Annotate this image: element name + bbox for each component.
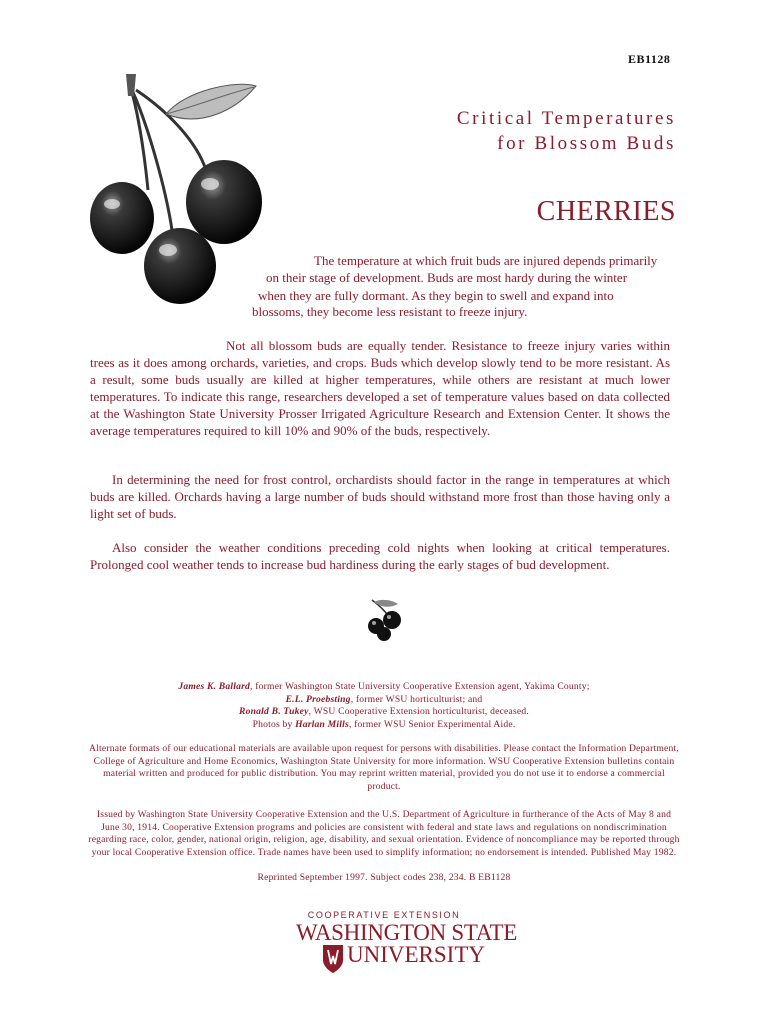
author-3-role: , WSU Cooperative Extension horticulturist, deceased. [308,706,529,718]
logo-line-2: UNIVERSITY [347,942,485,967]
credit-author-2 [88,694,680,707]
cherry-cluster-illustration [86,70,266,310]
photos-prefix: Photos by [252,718,296,730]
intro-line-4: blossoms, they become less resistant to freeze injury. [252,304,528,319]
author-1-name: James K. Ballard [178,681,251,692]
credits-block [88,681,680,731]
author-3-name: Ronald B. Tukey [239,706,309,718]
paragraph-1-text: Not all blossom buds are equally tender. Resistance to freeze injury varies within trees as it does among orchards, varieties, and crops. Buds which develop slowly tend to be more resistant. As a result, some buds usually are killed at higher temperatures, while others are resistant at much lower temperatures. To indicate this range, researchers developed a set of temperature values based on data collected at the Washington State University Prosser Irrigated Agriculture Research and Extension Center. It shows the average temperatures required to kill 10% and 90% of the buds, respectively. [90,338,670,438]
paragraph-3-text: Also consider the weather conditions preceding cold nights when looking at critical temperatures. Prolonged cool weather tends to increase bud hardiness during the early stages of bud development. [90,540,670,572]
author-1-role: , former Washington State University Cooperative Extension agent, Yakima County; [250,681,590,692]
paragraph-2 [90,471,670,522]
credit-author-1 [88,681,680,694]
photos-role: , former WSU Senior Experimental Aide. [348,718,516,730]
title-line-2: for Blossom Buds [497,133,676,154]
paragraph-2-text: In determining the need for frost control, orchardists should factor in the range in temperatures at which buds are killed. Orchards having a large number of buds should withstand more frost than those having only a light set of buds. [90,472,670,521]
paragraph-3 [90,539,670,573]
intro-line-1: The temperature at which fruit buds are injured depends primarily [314,253,658,268]
paragraph-1 [90,337,670,439]
credit-photos [88,719,680,732]
author-2-name: E.L. Proebsting [285,693,351,705]
credit-author-3 [88,706,680,719]
bulletin-code: EB1128 [628,52,671,66]
small-cherry-icon [362,598,404,642]
title-line-1: Critical Temperatures [456,108,676,129]
crop-heading: CHERRIES [536,196,676,227]
issued-by-notice: Issued by Washington State University Cooperative Extension and the U.S. Department of Agriculture in furtherance of the Acts of May 8 and June 30, 1914. Cooperative Extension programs and policies are consistent with federal and state laws and regulations on nondiscrimination regarding race, color, gender, national origin, religion, age, disability, and sexual orientation. Evidence of noncompliance may be reported through your local Cooperative Extension office. Trade names have been used to simplify information; no endorsement is intended. Published May 1982. [88,809,680,858]
intro-line-3: when they are fully dormant. As they begin to swell and expand into [258,288,614,303]
photographer-name: Harlan Mills [295,718,349,730]
alternate-formats-notice: Alternate formats of our educational materials are available upon request for persons with disabilities. Please contact the Information Department, College of Agriculture and Home Economics, Washington State University for more information. WSU Cooperative Extension bulletins contain material written and produced for public distribution. You may reprint written material, provided you do not use it to endorse a commercial product. [89,743,679,792]
logo-line-1: WASHINGTON STATE [296,920,518,945]
reprint-info: Reprinted September 1997. Subject codes 238, 234. B EB1128 [257,872,511,883]
author-2-role: , former WSU horticulturist; and [350,693,483,705]
wsu-shield-icon [322,944,344,974]
intro-line-2: on their stage of development. Buds are most hardy during the winter [266,270,628,285]
logo-tagline: COOPERATIVE EXTENSION [307,910,461,920]
